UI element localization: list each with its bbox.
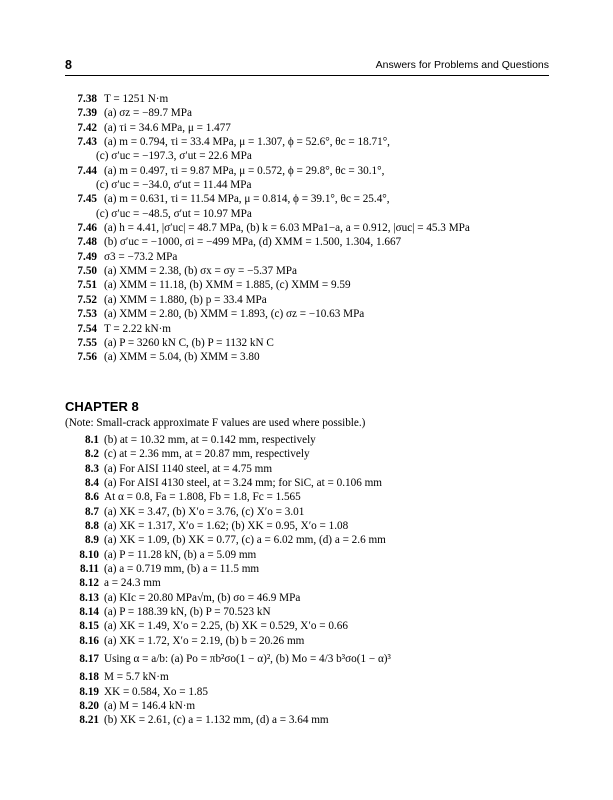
chapter-8-note: (Note: Small-crack approximate F values are used where possible.)	[65, 417, 366, 429]
answer-row	[60, 121, 560, 135]
answer-row	[60, 505, 560, 519]
answer-row	[60, 135, 560, 149]
answer-row	[60, 685, 560, 699]
answer-number: 8.15	[79, 620, 99, 633]
answer-row	[60, 221, 560, 235]
answer-number: 7.38	[77, 93, 97, 105]
answer-number: 8.12	[79, 577, 99, 590]
answer-number: 7.46	[77, 222, 97, 235]
answer-row	[60, 293, 560, 307]
answer-text: At α = 0.8, Fa = 1.808, Fb = 1.8, Fc = 1.565	[104, 491, 301, 504]
answer-row	[60, 519, 560, 533]
answer-number: 8.9	[85, 534, 99, 547]
answer-row	[60, 149, 560, 163]
answer-row	[60, 235, 560, 249]
answer-text: (a) σz = −89.7 MPa	[104, 107, 192, 120]
answer-text: (a) m = 0.497, τi = 9.87 MPa, μ = 0.572, ϕ = 29.8°, θc = 30.1°,	[104, 164, 385, 177]
answer-row	[60, 433, 560, 447]
answer-row	[60, 605, 560, 619]
answer-row	[60, 648, 560, 670]
answer-number: 8.18	[79, 671, 99, 684]
answer-number: 7.56	[77, 351, 97, 364]
answer-number: 8.7	[85, 505, 99, 518]
answer-text: (a) P = 11.28 kN, (b) a = 5.09 mm	[104, 548, 257, 561]
answer-number: 7.48	[77, 236, 97, 249]
answer-number: 8.4	[85, 477, 99, 490]
answer-row	[60, 106, 560, 120]
answer-row	[60, 713, 560, 727]
answer-text: (a) a = 0.719 mm, (b) a = 11.5 mm	[104, 563, 260, 576]
answer-text: Using α = a/b: (a) Po = πb²σo(1 − α)², (b) Mo = 4/3 b³σo(1 − α)³	[104, 653, 391, 666]
answer-text: (a) XMM = 2.80, (b) XMM = 1.893, (c) σz = −10.63 MPa	[104, 308, 365, 321]
answer-row	[60, 548, 560, 562]
answer-number: 7.53	[77, 308, 97, 321]
answer-number: 8.6	[85, 491, 99, 504]
answer-number: 7.55	[77, 336, 97, 349]
answer-row	[60, 192, 560, 206]
answer-row	[60, 670, 560, 684]
page-number: 8	[65, 58, 72, 72]
header-rule	[65, 75, 549, 76]
answer-number: 7.42	[77, 121, 97, 134]
answer-text: (a) XK = 3.47, (b) X′o = 3.76, (c) X′o = 3.01	[104, 505, 305, 518]
answer-number: 8.1	[85, 434, 99, 446]
answer-text: (c) σ′uc = −34.0, σ′ut = 11.44 MPa	[96, 179, 252, 192]
answer-text: (c) at = 2.36 mm, at = 20.87 mm, respectively	[104, 448, 310, 461]
answer-text: (a) For AISI 1140 steel, at = 4.75 mm	[104, 462, 273, 475]
answer-text: (a) KIc = 20.80 MPa√m, (b) σo = 46.9 MPa	[104, 591, 301, 604]
answer-row	[60, 92, 560, 106]
chapter-8-answer-list	[60, 433, 560, 728]
answer-number: 8.14	[79, 606, 99, 619]
answer-text: T = 2.22 kN·m	[104, 322, 172, 335]
answer-text: (a) XK = 1.49, X′o = 2.25, (b) XK = 0.529, X′o = 0.66	[104, 620, 348, 633]
answer-number: 7.54	[77, 322, 97, 335]
answer-row	[60, 619, 560, 633]
answer-number: 7.49	[77, 250, 97, 263]
answer-number: 8.11	[80, 563, 99, 576]
answer-row	[60, 699, 560, 713]
answer-text: (a) m = 0.631, τi = 11.54 MPa, μ = 0.814, ϕ = 39.1°, θc = 25.4°,	[104, 193, 390, 206]
answer-row	[60, 264, 560, 278]
answer-text: a = 24.3 mm	[104, 577, 161, 590]
answer-row	[60, 336, 560, 350]
answer-text: (a) XMM = 1.880, (b) p = 33.4 MPa	[104, 293, 267, 306]
answer-number: 8.10	[79, 548, 99, 561]
answer-text: (b) XK = 2.61, (c) a = 1.132 mm, (d) a = 3.64 mm	[104, 714, 329, 727]
answer-text: T = 1251 N·m	[104, 93, 169, 105]
answer-row	[60, 562, 560, 576]
answer-text: (a) τi = 34.6 MPa, μ = 1.477	[104, 121, 231, 134]
answer-text: (a) M = 146.4 kN·m	[104, 699, 196, 712]
answer-text: (a) h = 4.41, |σ′uc| = 48.7 MPa, (b) k = 6.03 MPa1−a, a = 0.912, |σuc| = 45.3 MPa	[104, 222, 470, 235]
answer-text: σ3 = −73.2 MPa	[104, 250, 178, 263]
answer-text: (a) XK = 1.317, X′o = 1.62; (b) XK = 0.95, X′o = 1.08	[104, 520, 349, 533]
answer-row	[60, 490, 560, 504]
answer-number: 7.44	[77, 164, 97, 177]
answer-text: (a) XMM = 5.04, (b) XMM = 3.80	[104, 351, 260, 364]
answer-number: 8.13	[79, 591, 99, 604]
answer-row	[60, 178, 560, 192]
answer-number: 8.2	[85, 448, 99, 461]
answer-text: (a) m = 0.794, τi = 33.4 MPa, μ = 1.307, ϕ = 52.6°, θc = 18.71°,	[104, 136, 390, 149]
answer-text: (c) σ′uc = −48.5, σ′ut = 10.97 MPa	[96, 207, 252, 220]
answer-text: (a) XMM = 2.38, (b) σx = σy = −5.37 MPa	[104, 265, 297, 278]
answer-row	[60, 533, 560, 547]
answer-number: 7.43	[77, 136, 97, 149]
answer-row	[60, 164, 560, 178]
answer-number: 7.51	[77, 279, 97, 292]
answer-number: 7.39	[77, 107, 97, 120]
answer-row	[60, 462, 560, 476]
running-header	[65, 58, 549, 74]
answer-text: (c) σ′uc = −197.3, σ′ut = 22.6 MPa	[96, 150, 252, 163]
answer-number: 8.20	[79, 699, 99, 712]
answer-row	[60, 250, 560, 264]
answer-row	[60, 322, 560, 336]
answer-text: (a) XK = 1.72, X′o = 2.19, (b) b = 20.26 mm	[104, 634, 305, 647]
answer-row	[60, 634, 560, 648]
answer-text: (a) For AISI 4130 steel, at = 3.24 mm; for SiC, at = 0.106 mm	[104, 477, 382, 490]
answer-text: (b) σ′uc = −1000, σi = −499 MPa, (d) XMM = 1.500, 1.304, 1.667	[104, 236, 402, 249]
running-title: Answers for Problems and Questions	[375, 59, 549, 71]
answer-text: (a) XMM = 11.18, (b) XMM = 1.885, (c) XMM = 9.59	[104, 279, 351, 292]
chapter-7-answer-list	[60, 92, 560, 365]
answer-number: 7.52	[77, 293, 97, 306]
answer-row	[60, 307, 560, 321]
answer-text: (b) at = 10.32 mm, at = 0.142 mm, respectively	[104, 434, 316, 446]
answer-number: 7.50	[77, 265, 97, 278]
answer-number: 8.8	[85, 520, 99, 533]
answer-number: 8.3	[85, 462, 99, 475]
answer-row	[60, 576, 560, 590]
answer-text: XK = 0.584, Xo = 1.85	[104, 685, 208, 698]
answer-number: 8.19	[79, 685, 99, 698]
chapter-8-heading: CHAPTER 8	[65, 399, 139, 414]
answer-row	[60, 447, 560, 461]
answer-row	[60, 350, 560, 364]
answer-number: 8.21	[79, 714, 99, 727]
answer-row	[60, 591, 560, 605]
answer-text: (a) P = 188.39 kN, (b) P = 70.523 kN	[104, 606, 271, 619]
answer-row	[60, 476, 560, 490]
answer-number: 7.45	[77, 193, 97, 206]
answer-text: (a) XK = 1.09, (b) XK = 0.77, (c) a = 6.02 mm, (d) a = 2.6 mm	[104, 534, 386, 547]
answer-row	[60, 207, 560, 221]
answer-number: 8.17	[79, 653, 99, 666]
answer-text: M = 5.7 kN·m	[104, 671, 169, 684]
answer-row	[60, 278, 560, 292]
answer-number: 8.16	[79, 634, 99, 647]
answer-text: (a) P = 3260 kN C, (b) P = 1132 kN C	[104, 336, 274, 349]
